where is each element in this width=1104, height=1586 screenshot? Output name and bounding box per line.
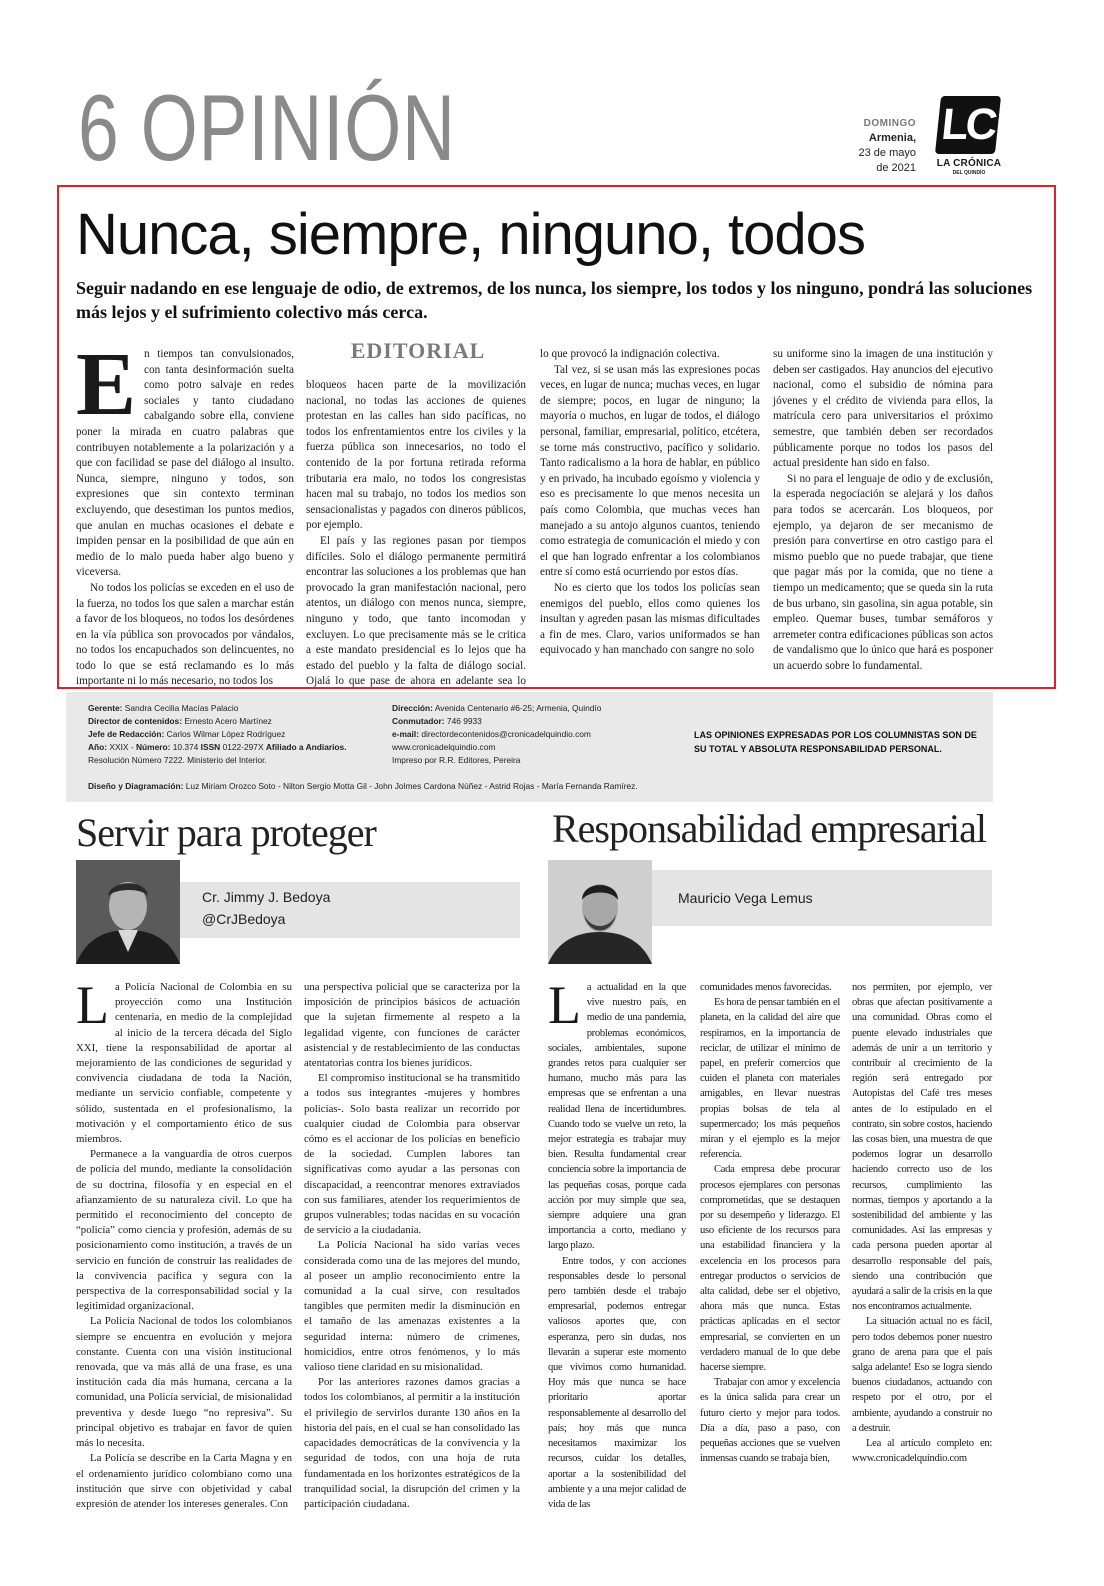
paragraph: Si no para el lenguaje de odio y de exclusión, la esperada negociación se alejará y los daños para todos se acercarán. Los bloqueos, por ejemplo, ya dejaron de ser mecanismo de presión para convertirse en otro castigo para el mismo pueblo que no puede trabajar, que tiene que pagar más por la comida, que no tiene a tiempo un medicamento; que se queda sin la ruta de bus urbano, sin gasolina, sin agua potable, sin empleo. Quemar buses, tumbar semáforos y arremeter contra edificaciones públicas son actos de vandalismo que lo único que hará es posponer un acuerdo sobre lo fundamental. — [773, 472, 993, 672]
paragraph: El país y las regiones pasan por tiempos difíciles. Solo el diálogo permanente permitirá encontrar las soluciones a los problemas que han provocado la gran manifestación nacional, pero atentos, un diálogo con menos nunca, siempre, ninguno y todo, que tanto incomodan y excluyen. Lo que precisamente más se le critica a este mandato presidencial es lo lejos que ha estado del pueblo y la falta de diálogo social. Ojalá lo que pase de ahora en adelante sea lo — [306, 534, 526, 688]
editorial-column-3 — [540, 347, 760, 681]
gerente: Sandra Cecilia Macías Palacio — [124, 703, 239, 713]
paragraph: Entre todos, y con acciones responsables desde lo personal pero también desde el trabajo empresarial, podemos entregar valiosos aportes que, con esperanza, pero sin dudas, nos llevarán a superar este momento que vivimos como humanidad. Hoy más que nunca se hace prioritario aportar responsablemente al desarrollo del país; hoy más que nunca necesitamos maximizar los recursos, cuidar los detalles, aportar a la sostenibilidad del ambiente y a una mejor calidad de vida de las — [548, 1255, 686, 1510]
paragraph: a Policía Nacional de Colombia en su proyección como una Institución centenaria, en medio de la complejidad al inicio de la tercera década del Siglo XXI, tiene la responsabilidad de aportar al mejoramiento de las condiciones de seguridad y convivencia ciudadana de toda la Nación, mediante un servicio confiable, competente y sólido, sustentada en el profesionalismo, la motivación y el comportamiento ético de sus miembros. — [76, 981, 292, 1146]
column-left-author-photo — [74, 858, 178, 962]
paragraph: comunidades menos favorecidas. — [700, 982, 832, 993]
paragraph: La Policía Nacional ha sido varias veces considerada como una de las mejores del mundo, al poseer un amplio reconocimiento entre la comunidad a la cual sirve, con resultados tangibles que permiten medir la disminución en el tamaño de las amenazas existentes a la seguridad interna: número de crímenes, homicidios, entre otros fenómenos, y lo más valioso tiene claridad en su misionalidad. — [304, 1239, 520, 1374]
paragraph: n tiempos tan convulsionados, con tanta desinformación suelta como potro salvaje en redes sociales y tanto ciudadano cabalgando sobre ella, conviene poner la mirada en cuatro palabras que contribuyen notablemente a la polarización y a que con facilidad se pase del diálogo al insulto. Nunca, siempre, ninguno y todos, son expresiones que sin contexto terminan excluyendo, que desestiman los puntos medios, que anulan en muchas ocasiones el debate e impiden pensar en la posibilidad de que aún en medio de lo malo pueda haber algo bueno y viceversa. — [76, 348, 294, 579]
impreso: Impreso por R.R. Editores, Pereira — [392, 755, 521, 765]
dateline-date: 23 de mayo — [858, 147, 916, 159]
email-link[interactable]: directordecontenidos@cronicadelquindio.com — [421, 729, 591, 739]
article-link[interactable]: Lea al artículo completo en: www.cronicadelquindio.com — [852, 1438, 992, 1465]
director: Ernesto Acero Martínez — [184, 716, 272, 726]
column-left-headline: Servir para proteger — [76, 810, 376, 855]
column-right-author: Mauricio Vega Lemus — [678, 890, 813, 906]
paragraph: nos permiten, por ejemplo, ver obras que afectan positivamente a una comunidad. Obras como el puente elevado industriales que además de unir a un territorio y contribuir al crecimiento de la región será entregado por Autopistas del Café tres meses antes de lo estipulado en el contrato, sin sobre costos, haciendo las cosas bien, una muestra de que podemos lograr un desarrollo haciendo correcto uso de los recursos, cumplimiento las normas, tiempos y aportando a la sostenibilidad del ambiente y las comunidades. Así las empresas y cada persona pueden aportar al desarrollo responsable del país, siendo una contribución que ayudará a salir de la crisis en la que nos encontramos actualmente. — [852, 982, 992, 1313]
section-name: OPINIÓN — [140, 75, 456, 180]
editorial-deck: Seguir nadando en ese lenguaje de odio, de extremos, de los nunca, los siempre, los todos y los ninguno, pondrá las soluciones más lejos y el sufrimiento colectivo más cerca. — [76, 278, 1033, 322]
resolucion: Resolución Número 7222. Ministerio del Interior. — [88, 755, 267, 765]
masthead-left: Gerente: Sandra Cecilia Macías Palacio Director de contenidos: Ernesto Acero Martínez Jefe de Redacción: Carlos Wilmar López Rodríguez Año: XXIX - Número: 10.374 ISSN 0122-297X Afiliado a Andiarios. Resolución Número 7222. Ministerio del Interior. — [88, 703, 347, 765]
paragraph: su uniforme sino la imagen de una institución y deben ser castigados. Hay anuncios del ejecutivo nacional, como el subsidio de nómina para jóvenes y el crédito de vivienda para ellos, la matrícula cero para universitarios el próximo semestre, que también deben ser recordados públicamente porque no todos los pasos del actual presidente han sido en falso. — [773, 348, 993, 470]
paragraph: a actualidad en la que vive nuestro país, en medio de una pandemia, problemas económicos, sociales, ambientales, supone grandes retos para cualquier ser humano, mucho más para las empresas que se enfrentan a una realidad llena de incertidumbres. Cuando todo se vuelve un reto, la mejor estrategia es trabajar muy bien. Resulta fundamental crear conciencia sobre la importancia de las pequeñas cosas, porque cada acción por muy simple que sea, siempre adquiere una gran importancia a corto, mediano y largo plazo. — [548, 982, 686, 1252]
newspaper-logo — [932, 96, 1006, 178]
section-number: 6 — [78, 75, 120, 180]
editorial-column-2 — [306, 378, 526, 688]
logo-subname: DEL QUINDÍO — [952, 170, 986, 176]
editorial-column-4 — [773, 347, 993, 681]
direccion: Avenida Centenario #6-25; Armenia, Quindío — [434, 703, 602, 713]
masthead-middle: Dirección: Avenida Centenario #6-25; Armenia, Quindío Conmutador: 746 9933 e-mail: directordecontenidos@cronicadelquindio.com www.cronicadelquindio.com Impreso por R.R. Editores, Pereira — [392, 703, 602, 765]
paragraph: No todos los policías se exceden en el uso de la fuerza, no todos los que salen a marchar están a favor de los bloqueos, no todos los desórdenes en la vía pública son provocados por vándalos, no todos los encapuchados son delincuentes, no todo lo que se está reclamando es lo más importante ni lo más necesario, no todos los — [76, 581, 294, 688]
column-right-text-3 — [852, 980, 992, 1488]
paragraph: Trabajar con amor y excelencia es la única salida para crear un futuro cierto y mejor para todos. Día a día, paso a paso, con pequeñas acciones que se vuelven inmensas cuando se trabaja bien, — [700, 1377, 840, 1465]
masthead-design: Diseño y Diagramación: Luz Miriam Orozco Soto - Nilton Sergio Motta Gil - John Jolmes Cardona Núñez - Astrid Rojas - María Fernanda Ramírez. — [88, 781, 638, 791]
column-left-handle[interactable]: @CrJBedoya — [202, 911, 286, 927]
paragraph: Cada empresa debe procurar procesos ejemplares con personas comprometidas, que se destaquen por su desempeño y liderazgo. El uso eficiente de los recursos para una estabilidad financiera y la excelencia en los procesos para entregar productos o servicios de alta calidad, debe ser el objetivo, ahora más que nunca. Estas prácticas aplicadas en el sector empresarial, se convierten en un verdadero manual de lo que debe hacerse siempre. — [700, 1164, 840, 1374]
dateline-year: de 2021 — [876, 162, 916, 174]
paragraph: Es hora de pensar también en el planeta, en la calidad del aire que respiramos, en la importancia de reciclar, de utilizar el mínimo de papel, en preferir comercios que cuiden el planeta con materiales amigables, en llevar nuestras propias bolsas de tela al supermercado; los más pequeños miran y el ejemplo es la mejor referencia. — [700, 997, 840, 1161]
paragraph: La Policía Nacional de todos los colombianos siempre se encuentra en evolución y mejora constante. Cuenta con una visión institucional renovada, que va más allá de una frase, es una institución cada día más humana, cercana a la comunidad, una Policía servicial, de misionalidad preventiva y desde luego “no represiva”. Su principal objetivo es trabajar en favor de quien más lo necesita. — [76, 1315, 292, 1450]
paragraph: lo que provocó la indignación colectiva. — [540, 348, 720, 360]
editorial-label: EDITORIAL — [350, 338, 486, 363]
column-right-headline: Responsabilidad empresarial — [552, 806, 986, 851]
column-left-dropcap: L — [76, 975, 109, 1035]
author-portrait-icon — [548, 860, 652, 964]
paragraph: Por las anteriores razones damos gracias a todos los colombianos, al permitir a la institución el privilegio de servirlos durante 130 años en la historia del país, en el cual se han consolidado las capacidades democráticas de la convivencia y la seguridad de todos, con una hoja de ruta fundamentada en los horizontes estratégicos de la tranquilidad social, la disrupción del crimen y la participación ciudadana. — [304, 1376, 520, 1510]
dateline — [859, 116, 916, 176]
paragraph: El compromiso institucional se ha transmitido a todos sus integrantes -mujeres y hombres policías-. Solo basta realizar un recorrido por cualquier ciudad de Colombia para observar cómo es el accionar de los policías en beneficio de la sociedad. Cumplen labores tan significativas como ayudar a las personas con discapacidad, a reencontrar menores extraviados con sus familiares, atender los requerimientos de grupos vulnerables; todas nacidas en su vocación de servicio a la ciudadanía. — [304, 1072, 520, 1237]
paragraph: La situación actual no es fácil, pero todos debemos poner nuestro grano de arena para que el país salga adelante! Eso se logra siendo buenos ciudadanos, actuando con respeto por el otro, por el ambiente, ayudando a construir no a destruir. — [852, 1316, 992, 1434]
logo-name: LA CRÓNICA — [936, 158, 1002, 169]
conmutador: 746 9933 — [446, 716, 482, 726]
editorial-headline: Nunca, siempre, ninguno, todos — [76, 202, 865, 267]
column-right-author-photo — [546, 858, 650, 962]
column-right-text-1 — [548, 975, 686, 1510]
author-portrait-icon — [76, 860, 180, 964]
paragraph: una perspectiva policial que se caracteriza por la imposición de principios básicos de actuación que la sujetan firmemente al respeto a la legalidad vigente, con funciones de carácter asistencial y de restablecimiento de las conductas atentatorias contra los bienes jurídicos. — [304, 981, 520, 1070]
column-left-text-1 — [76, 975, 292, 1510]
paragraph: No es cierto que los todos los policías sean enemigos del pueblo, ellos como quienes los insultan y agreden pasan las mismas dificultades a fin de mes. Claro, varios uniformados se han equivocado y han manchado con sangre no solo — [540, 581, 760, 657]
dateline-day: DOMINGO — [863, 118, 916, 129]
column-left-text-2 — [304, 980, 520, 1510]
section-title — [78, 75, 456, 180]
paragraph: bloqueos hacen parte de la movilización nacional, no todas las acciones de quienes protestan en las calles han sido pacíficas, no todos los enfrentamientos entre los civiles y la fuerza pública son innecesarios, no todo el contenido de la por fortuna retirada reforma tributaria era malo, no todos los congresistas hacen mal su trabajo, no todos los medios son sensacionalistas y pagados con dineros públicos, por ejemplo. — [306, 379, 526, 532]
editorial-column-1 — [76, 335, 294, 688]
dateline-city: Armenia, — [868, 132, 916, 144]
paragraph: Tal vez, si se usan más las expresiones pocas veces, en lugar de nunca; muchas veces, en lugar de siempre; pocos, en lugar de ninguno; la mayoría o muchos, en lugar de todos, el diálogo personal, familiar, empresarial, político, etcétera, se torne más constructivo, pacífico y solidario. Tanto radicalismo a la hora de hablar, en público y en privado, ha incubado egoísmo y violencia y eso es precisamente lo que menos necesita un país como Colombia, que muchas veces han manejado a su antojo algunos cuantos, teniendo como estrategia de comunicación el miedo y con el que han logrado enfrentar a los colombianos entre sí como está ocurriendo por estos días. — [540, 363, 760, 579]
column-right-dropcap: L — [548, 975, 581, 1035]
column-right-text-2 — [700, 980, 840, 1488]
paragraph: Permanece a la vanguardia de otros cuerpos de policía del mundo, mediante la consolidación de su doctrina, filosofía y en especial en el afianzamiento de su naturaleza civil. Lo que ha permitido el reconocimiento del concepto de “policía” como ciencia y profesión, además de su posicionamiento como institución, a través de un servicio en función de construir las realidades de la convivencia pacífica y segura con la perspectiva de la corresponsabilidad social y la legitimidad organizacional. — [76, 1148, 292, 1313]
website-link[interactable]: www.cronicadelquindio.com — [392, 742, 496, 752]
opinion-disclaimer: LAS OPINIONES EXPRESADAS POR LOS COLUMNISTAS SON DE SU TOTAL Y ABSOLUTA RESPONSABILIDAD PERSONAL. — [694, 730, 977, 754]
column-left-author: Cr. Jimmy J. Bedoya — [202, 889, 331, 905]
editorial-dropcap: E — [76, 335, 137, 434]
paragraph: La Policía se describe en la Carta Magna y en el ordenamiento jurídico colombiano como una institución que sirve con objetividad y cabal expresión de atender los intereses generales. Con — [76, 1452, 292, 1510]
logo-letters: LC — [935, 96, 1001, 154]
diseno: Luz Miriam Orozco Soto - Nilton Sergio Motta Gil - John Jolmes Cardona Núñez - Astrid Rojas - María Fernanda Ramírez. — [185, 781, 638, 791]
jefe-redaccion: Carlos Wilmar López Rodríguez — [166, 729, 286, 739]
